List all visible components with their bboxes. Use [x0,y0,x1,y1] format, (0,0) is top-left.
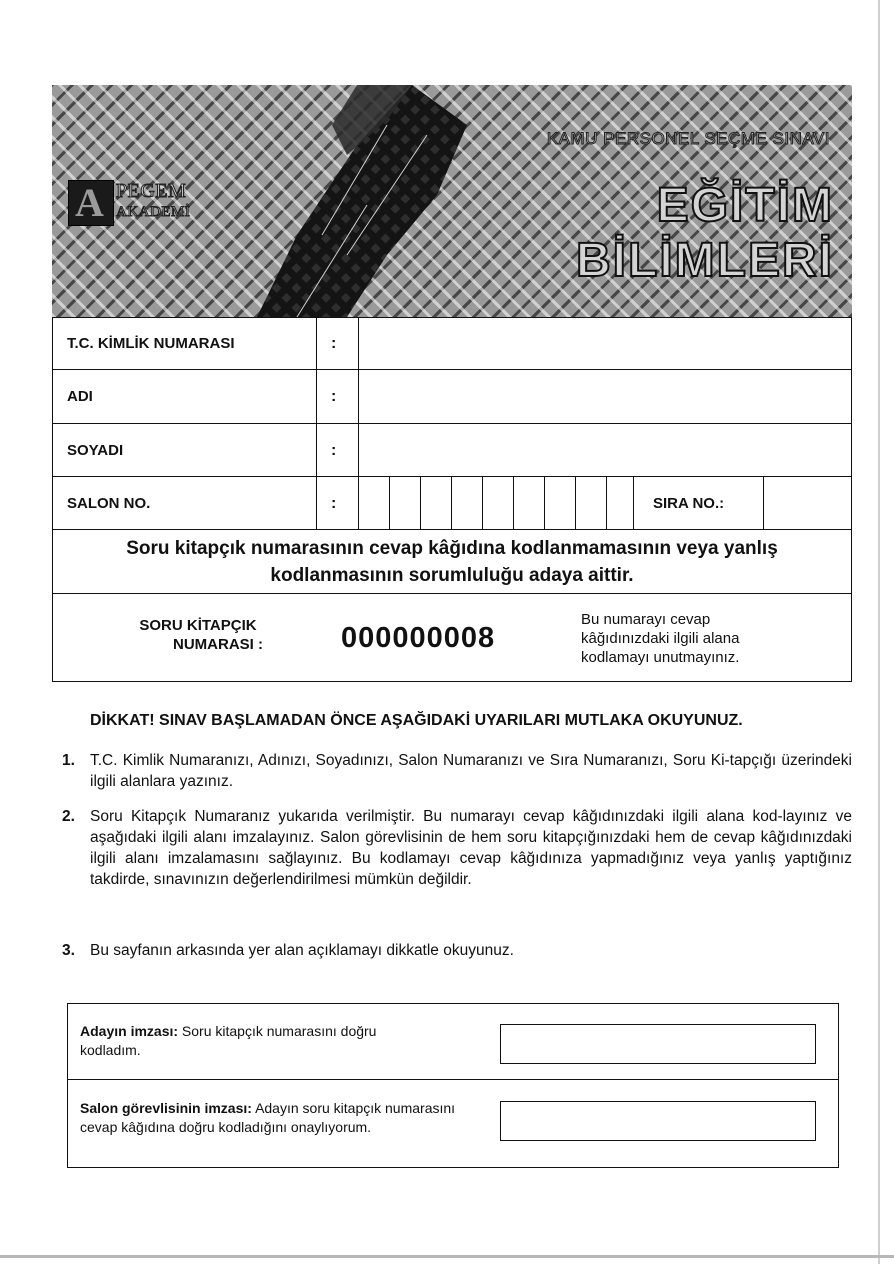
seat-label: SIRA NO.: [653,495,725,512]
column-divider [358,477,359,530]
name-row [53,370,851,424]
tc-field[interactable] [359,318,849,369]
colon: : [331,388,337,405]
instruction-text: Soru Kitapçık Numaranız yukarıda verilmiştir. Bu numarayı cevap kâğıdınızdaki ilgili alana kod-layınız ve aşağıdaki ilgili alanı imzalayınız. Salon görevlisinin de hem soru kitapçığınızdaki hem de cevap kâğıdınızdaki ilgili alanı imzalamasını sağlayınız. Bu kodlamayı cevap kâğıdınıza yapmadığınız veya yanlış yaptığınız takdirde, sınavınızın değerlendirilmesi mümkün değildir. [90,808,852,888]
publisher-logo [68,180,208,226]
instruction-item [62,806,850,894]
candidate-signature-label: Adayın imzası: [80,1023,179,1039]
candidate-info-table [52,317,852,682]
notice-row [53,530,851,594]
colon: : [331,495,337,512]
salon-label: SALON NO. [67,495,151,512]
salon-digit-box[interactable] [451,477,452,530]
signature-panel [67,1003,839,1168]
column-divider [316,477,317,530]
column-divider [316,318,317,370]
surname-row [53,424,851,477]
instruction-number: 3. [62,942,75,959]
booklet-label-line2: NUMARASI : [173,636,263,653]
salon-digit-box[interactable] [544,477,545,530]
booklet-note-line3: kodlamayı unutmayınız. [581,649,740,666]
publisher-logo-mark: A [68,180,114,226]
salon-digit-box[interactable] [482,477,483,530]
instruction-number: 2. [62,808,75,825]
booklet-note-line1: Bu numarayı cevap [581,611,711,628]
officer-signature-text [80,1099,460,1137]
warning-title: DİKKAT! SINAV BAŞLAMADAN ÖNCE AŞAĞIDAKİ UYARILARI MUTLAKA OKUYUNUZ. [90,712,743,729]
salon-digit-box[interactable] [606,477,607,530]
candidate-signature-box[interactable] [500,1024,816,1064]
instruction-text: Bu sayfanın arkasında yer alan açıklamayı dikkatle okuyunuz. [90,942,514,959]
signature-divider [68,1079,838,1080]
publisher-name-line2: AKADEMİ [116,204,191,220]
publisher-name-line1: PEGEM [116,180,187,202]
instruction-text: T.C. Kimlik Numaranızı, Adınızı, Soyadınızı, Salon Numaranızı ve Sıra Numaranızı, Soru Ki-tapçığı üzerindeki ilgili alanlara yazınız. [90,752,852,790]
column-divider [316,370,317,424]
colon: : [331,335,337,352]
seat-field[interactable] [764,477,850,529]
colon: : [331,442,337,459]
booklet-number-row [53,594,851,681]
surname-field[interactable] [359,424,849,476]
booklet-number: 000000008 [341,622,496,654]
booklet-number-label [108,616,288,654]
responsibility-notice-line1: Soru kitapçık numarasının cevap kâğıdına kodlanmamasının veya yanlış [126,538,778,559]
booklet-note [581,610,811,667]
tc-row [53,318,851,370]
instruction-item [62,940,850,962]
candidate-signature-text [80,1022,440,1060]
salon-digit-box[interactable] [575,477,576,530]
column-divider [316,424,317,477]
instruction-number: 1. [62,752,75,769]
salon-digit-box[interactable] [420,477,421,530]
candidate-signature-statement: Soru kitapçık numarasını doğru kodladım. [80,1023,377,1058]
subject-title-line1: EĞİTİM [656,179,834,232]
page-edge-right [878,0,880,1264]
instruction-item [62,750,850,794]
officer-signature-box[interactable] [500,1101,816,1141]
booklet-label-line1: SORU KİTAPÇIK [139,617,257,634]
page-edge-bottom [0,1255,894,1258]
salon-digit-box[interactable] [389,477,390,530]
subject-title-line2: BİLİMLERİ [576,234,834,287]
officer-signature-label: Salon görevlisinin imzası: [80,1100,252,1116]
exam-name: KAMU PERSONEL SEÇME SINAVI [546,129,830,148]
salon-digit-box[interactable] [513,477,514,530]
responsibility-notice-line2: kodlanmasının sorumluluğu adaya aittir. [270,565,634,586]
salon-row [53,477,851,530]
banner-dark-diamond-pattern [237,85,507,317]
name-label: ADI [67,388,93,405]
cover-banner [52,85,852,317]
tc-label: T.C. KİMLİK NUMARASI [67,335,235,352]
officer-signature-statement: Adayın soru kitapçık numarasını cevap kâğıdına doğru kodladığını onaylıyorum. [80,1100,456,1135]
booklet-note-line2: kâğıdınızdaki ilgili alana [581,630,740,647]
surname-label: SOYADI [67,442,124,459]
column-divider [633,477,634,530]
name-field[interactable] [359,370,849,423]
